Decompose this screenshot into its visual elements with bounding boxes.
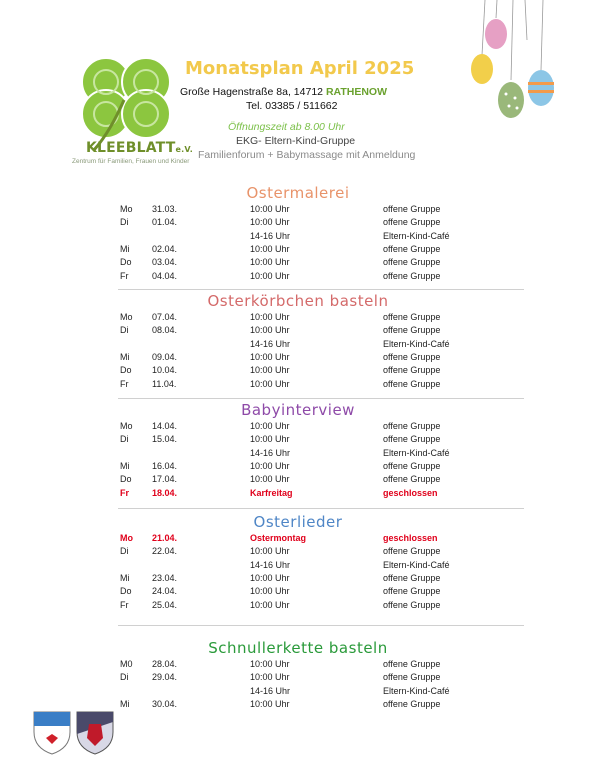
section-title: Schnullerkette basteln [208,639,388,657]
row-type: offene Gruppe [383,217,441,228]
row-time: 10:00 Uhr [250,421,290,431]
table-row [0,271,596,284]
row-time: 10:00 Uhr [250,378,290,389]
address: Große Hagenstraße 8a, 14712 RATHENOW [180,86,387,98]
table-row [0,474,596,487]
row-time: 10:00 Uhr [250,351,290,362]
section-divider [118,289,524,290]
table-row [0,312,596,325]
row-day: Di [120,217,129,228]
row-time: 14-16 Uhr [250,338,291,349]
holiday-row [0,533,596,546]
row-time: 10:00 Uhr [250,698,290,709]
logo-tagline: Zentrum für Familien, Frauen und Kinder [72,158,190,165]
row-date: 04.04. [152,270,178,281]
row-day: Do [120,365,132,376]
city-crest-icon [32,710,72,756]
row-type: geschlossen [383,487,438,498]
row-date: 08.04. [152,325,178,336]
row-type: Eltern-Kind-Café [383,559,450,570]
row-type: offene Gruppe [383,243,441,254]
table-row [0,434,596,447]
row-type: offene Gruppe [383,204,441,214]
row-day: Fr [120,378,129,389]
section-divider [118,398,524,399]
table-row [0,672,596,685]
row-day: Mi [120,460,130,471]
row-date: 25.04. [152,599,178,610]
section-divider [118,625,524,626]
row-date: 18.04. [152,487,178,498]
city: RATHENOW [325,86,387,98]
row-date: 22.04. [152,546,178,557]
row-type: offene Gruppe [383,421,441,431]
phone: Tel. 03385 / 511662 [246,100,338,112]
row-time: 10:00 Uhr [250,217,290,228]
row-day: Do [120,474,132,485]
row-day: Di [120,325,129,336]
row-day: Mi [120,698,130,709]
row-type: offene Gruppe [383,270,441,281]
holiday-row [0,488,596,501]
section-title: Osterlieder [253,513,343,531]
row-day: Mo [120,204,133,214]
table-row [0,217,596,230]
table-row [0,244,596,257]
row-date: 30.04. [152,698,178,709]
row-time: 10:00 Uhr [250,460,290,471]
row-day: Do [120,257,132,268]
row-day: Mo [120,421,133,431]
row-type: offene Gruppe [383,546,441,557]
row-time: 10:00 Uhr [250,312,290,322]
district-crest-icon [75,710,115,756]
row-type: offene Gruppe [383,312,441,322]
row-time: 10:00 Uhr [250,672,290,683]
row-type: Eltern-Kind-Café [383,338,450,349]
table-row [0,461,596,474]
row-date: 01.04. [152,217,178,228]
row-type: offene Gruppe [383,698,441,709]
table-row [0,325,596,338]
row-day: Fr [120,487,129,498]
row-date: 15.04. [152,434,178,445]
row-type: offene Gruppe [383,434,441,445]
row-date: 14.04. [152,421,178,431]
row-date: 07.04. [152,312,178,322]
row-date: 02.04. [152,243,178,254]
row-date: 28.04. [152,659,178,669]
row-day: Fr [120,270,129,281]
row-time: 10:00 Uhr [250,474,290,485]
row-time: 10:00 Uhr [250,270,290,281]
row-date: 11.04. [152,378,177,389]
row-day: Mi [120,243,130,254]
table-row [0,365,596,378]
row-day: Mo [120,533,133,543]
row-date: 24.04. [152,586,178,597]
row-type: Eltern-Kind-Café [383,447,450,458]
table-row [0,448,596,461]
row-time: 10:00 Uhr [250,572,290,583]
row-type: offene Gruppe [383,325,441,336]
row-time: 10:00 Uhr [250,586,290,597]
table-row [0,339,596,352]
table-row [0,560,596,573]
table-row [0,421,596,434]
row-time: 10:00 Uhr [250,546,290,557]
row-day: Mo [120,312,133,322]
row-type: geschlossen [383,533,438,543]
row-type: offene Gruppe [383,586,441,597]
row-day: Mi [120,572,130,583]
row-time: Ostermontag [250,533,307,543]
row-type: offene Gruppe [383,572,441,583]
row-date: 03.04. [152,257,178,268]
row-day: Do [120,586,132,597]
row-type: Eltern-Kind-Café [383,685,450,696]
row-day: Di [120,434,129,445]
opening-hours: Öffnungszeit ab 8.00 Uhr [228,121,345,133]
row-date: 21.04. [152,533,178,543]
section-title: Babyinterview [241,401,355,419]
row-time: 14-16 Uhr [250,447,291,458]
table-row [0,231,596,244]
row-date: 29.04. [152,672,178,683]
row-type: Eltern-Kind-Café [383,230,450,241]
row-time: 10:00 Uhr [250,257,290,268]
row-time: 10:00 Uhr [250,599,290,610]
row-date: 23.04. [152,572,178,583]
row-time: 14-16 Uhr [250,685,291,696]
forum-info: Familienforum + Babymassage mit Anmeldung [198,149,416,161]
table-row [0,204,596,217]
row-date: 10.04. [152,365,178,376]
row-time: 10:00 Uhr [250,365,290,376]
row-day: M0 [120,659,133,669]
table-row [0,586,596,599]
row-type: offene Gruppe [383,378,441,389]
section-title: Osterkörbchen basteln [207,292,389,310]
table-row [0,379,596,392]
section-divider [118,508,524,509]
row-time: Karfreitag [250,487,293,498]
row-type: offene Gruppe [383,599,441,610]
row-date: 16.04. [152,460,178,471]
row-day: Di [120,546,129,557]
page-title: Monatsplan April 2025 [185,58,415,79]
group-info: EKG- Eltern-Kind-Gruppe [236,135,356,147]
table-row [0,600,596,613]
table-row [0,573,596,586]
row-time: 10:00 Uhr [250,325,290,336]
row-time: 10:00 Uhr [250,659,290,669]
row-day: Di [120,672,129,683]
table-row [0,352,596,365]
section-title: Ostermalerei [246,184,350,202]
row-type: offene Gruppe [383,257,441,268]
row-day: Mi [120,351,130,362]
easter-eggs-icon [465,0,565,125]
row-date: 09.04. [152,351,178,362]
table-row [0,257,596,270]
row-time: 10:00 Uhr [250,204,290,214]
row-time: 14-16 Uhr [250,230,291,241]
table-row [0,686,596,699]
row-date: 31.03. [152,204,178,214]
row-type: offene Gruppe [383,672,441,683]
table-row [0,546,596,559]
row-type: offene Gruppe [383,365,441,376]
row-date: 17.04. [152,474,178,485]
row-type: offene Gruppe [383,659,441,669]
logo-wordmark: KLEEBLATTe.V. [86,140,193,156]
row-time: 14-16 Uhr [250,559,291,570]
row-day: Fr [120,599,129,610]
row-type: offene Gruppe [383,351,441,362]
row-time: 10:00 Uhr [250,434,290,445]
row-type: offene Gruppe [383,474,441,485]
table-row [0,659,596,672]
row-time: 10:00 Uhr [250,243,290,254]
row-type: offene Gruppe [383,460,441,471]
